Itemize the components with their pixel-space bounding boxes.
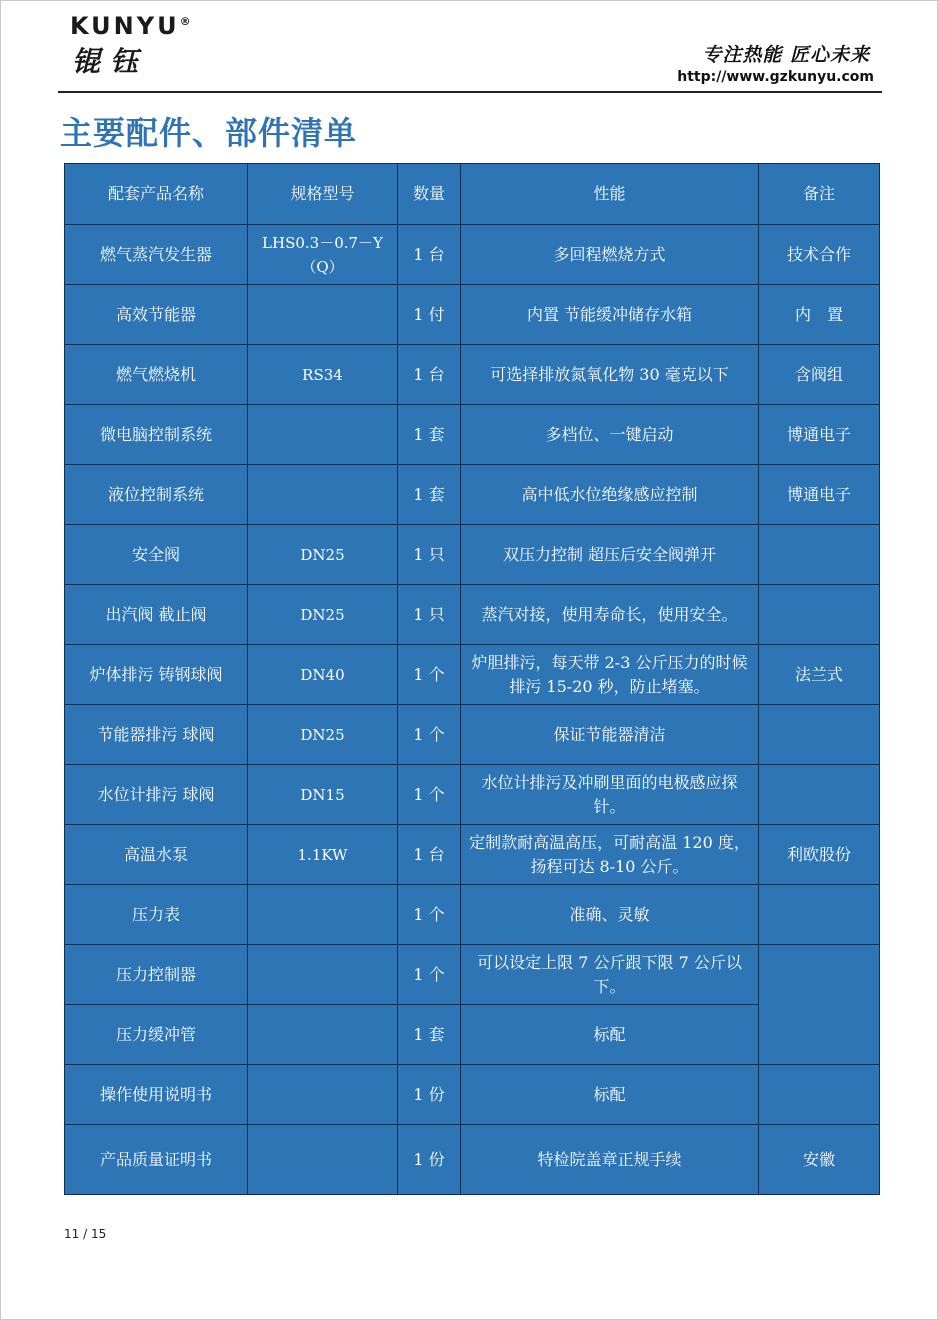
cell-name: 操作使用说明书 [65, 1065, 248, 1125]
cell-name: 压力控制器 [65, 945, 248, 1005]
cell-spec: 1.1KW [248, 825, 398, 885]
cell-name: 高效节能器 [65, 285, 248, 345]
cell-name: 出汽阀 截止阀 [65, 585, 248, 645]
cell-note [759, 1065, 880, 1125]
cell-name: 微电脑控制系统 [65, 405, 248, 465]
cell-performance: 准确、灵敏 [461, 885, 759, 945]
table-row [65, 645, 880, 705]
cell-spec [248, 405, 398, 465]
cell-name: 高温水泵 [65, 825, 248, 885]
cell-spec: DN25 [248, 525, 398, 585]
cell-performance: 标配 [461, 1005, 759, 1065]
cell-spec: DN25 [248, 705, 398, 765]
table-row [65, 705, 880, 765]
cell-qty: 1 个 [398, 945, 461, 1005]
cell-note [759, 765, 880, 825]
table-row [65, 405, 880, 465]
cell-qty: 1 个 [398, 645, 461, 705]
cell-spec: LHS0.3－0.7－Y（Q） [248, 225, 398, 285]
cell-performance: 多档位、一键启动 [461, 405, 759, 465]
cell-qty: 1 个 [398, 885, 461, 945]
cell-note: 含阀组 [759, 345, 880, 405]
table-row [65, 285, 880, 345]
header-url: http://www.gzkunyu.com [677, 69, 874, 85]
column-header-name: 配套产品名称 [65, 164, 248, 225]
cell-name: 炉体排污 铸钢球阀 [65, 645, 248, 705]
table-row [65, 225, 880, 285]
cell-spec: DN40 [248, 645, 398, 705]
table-row [65, 345, 880, 405]
cell-note: 技术合作 [759, 225, 880, 285]
table-row [65, 465, 880, 525]
cell-qty: 1 套 [398, 1005, 461, 1065]
cell-note [759, 945, 880, 1065]
table-row [65, 585, 880, 645]
cell-qty: 1 付 [398, 285, 461, 345]
cell-note [759, 585, 880, 645]
cell-performance: 双压力控制 超压后安全阀弹开 [461, 525, 759, 585]
cell-performance: 保证节能器清洁 [461, 705, 759, 765]
cell-qty: 1 台 [398, 345, 461, 405]
cell-note: 利欧股份 [759, 825, 880, 885]
cell-performance: 可选择排放氮氧化物 30 毫克以下 [461, 345, 759, 405]
cell-note: 博通电子 [759, 405, 880, 465]
brand-logo [70, 12, 191, 40]
table-row [65, 765, 880, 825]
cell-name: 压力缓冲管 [65, 1005, 248, 1065]
cell-spec: DN25 [248, 585, 398, 645]
header-slogan: 专注热能 匠心未来 [702, 44, 870, 66]
table-row [65, 1005, 880, 1065]
cell-performance: 内置 节能缓冲储存水箱 [461, 285, 759, 345]
cell-note [759, 885, 880, 945]
table-row [65, 885, 880, 945]
cell-performance: 定制款耐高温高压，可耐高温 120 度，扬程可达 8-10 公斤。 [461, 825, 759, 885]
cell-spec [248, 1065, 398, 1125]
cell-performance: 炉胆排污，每天带 2-3 公斤压力的时候排污 15-20 秒，防止堵塞。 [461, 645, 759, 705]
cell-qty: 1 个 [398, 765, 461, 825]
parts-table [64, 163, 880, 1195]
cell-note: 安徽 [759, 1125, 880, 1195]
table-row [65, 945, 880, 1005]
cell-name: 产品质量证明书 [65, 1125, 248, 1195]
page-title: 主要配件、部件清单 [60, 114, 358, 152]
cell-spec [248, 1005, 398, 1065]
cell-qty: 1 套 [398, 465, 461, 525]
cell-note: 法兰式 [759, 645, 880, 705]
cell-qty: 1 只 [398, 585, 461, 645]
cell-name: 燃气燃烧机 [65, 345, 248, 405]
cell-name: 节能器排污 球阀 [65, 705, 248, 765]
cell-note: 内 置 [759, 285, 880, 345]
column-header-note: 备注 [759, 164, 880, 225]
cell-name: 燃气蒸汽发生器 [65, 225, 248, 285]
cell-name: 液位控制系统 [65, 465, 248, 525]
cell-qty: 1 份 [398, 1065, 461, 1125]
cell-performance: 高中低水位绝缘感应控制 [461, 465, 759, 525]
cell-spec [248, 1125, 398, 1195]
page-number: 11 / 15 [64, 1227, 107, 1241]
column-header-spec: 规格型号 [248, 164, 398, 225]
column-header-performance: 性能 [461, 164, 759, 225]
table-row [65, 825, 880, 885]
cell-performance: 特检院盖章正规手续 [461, 1125, 759, 1195]
cell-performance: 水位计排污及冲刷里面的电极感应探针。 [461, 765, 759, 825]
cell-performance: 标配 [461, 1065, 759, 1125]
cell-name: 压力表 [65, 885, 248, 945]
registered-mark: ® [179, 15, 191, 28]
cell-name: 水位计排污 球阀 [65, 765, 248, 825]
cell-performance: 多回程燃烧方式 [461, 225, 759, 285]
brand-logo-chinese: 锟钰 [72, 45, 149, 78]
cell-qty: 1 份 [398, 1125, 461, 1195]
table-header-row [65, 164, 880, 225]
cell-note: 博通电子 [759, 465, 880, 525]
cell-performance: 可以设定上限 7 公斤跟下限 7 公斤以下。 [461, 945, 759, 1005]
logo-text: KUNYU [70, 12, 180, 40]
cell-qty: 1 台 [398, 825, 461, 885]
cell-qty: 1 个 [398, 705, 461, 765]
table-row [65, 525, 880, 585]
cell-spec [248, 945, 398, 1005]
cell-spec [248, 465, 398, 525]
cell-qty: 1 套 [398, 405, 461, 465]
cell-qty: 1 只 [398, 525, 461, 585]
column-header-qty: 数量 [398, 164, 461, 225]
cell-performance: 蒸汽对接，使用寿命长，使用安全。 [461, 585, 759, 645]
cell-spec [248, 885, 398, 945]
table-row [65, 1065, 880, 1125]
cell-note [759, 705, 880, 765]
cell-name: 安全阀 [65, 525, 248, 585]
cell-spec: RS34 [248, 345, 398, 405]
cell-qty: 1 台 [398, 225, 461, 285]
table-row [65, 1125, 880, 1195]
header-divider [58, 91, 882, 93]
cell-spec: DN15 [248, 765, 398, 825]
cell-note [759, 525, 880, 585]
cell-spec [248, 285, 398, 345]
